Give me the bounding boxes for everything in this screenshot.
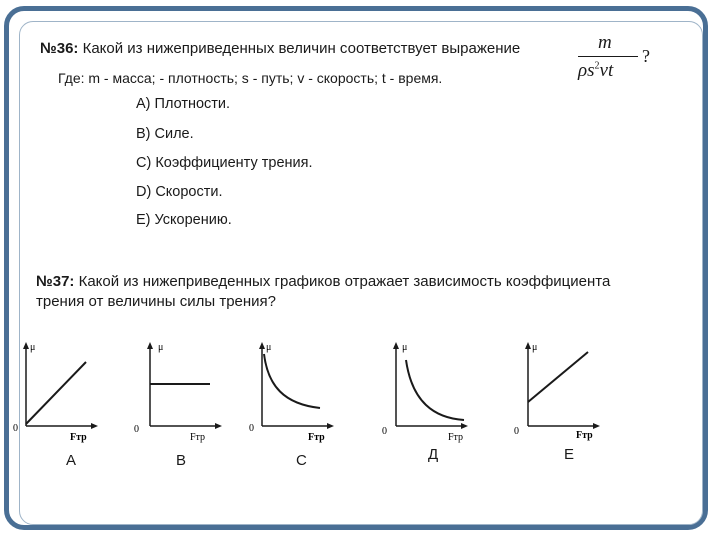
origin-label: 0 [514, 426, 519, 437]
variable-legend: Где: m - масса; - плотность; s - путь; v - скорость; t - время. [58, 70, 443, 86]
formula-den-rho: ρs [578, 60, 595, 81]
option-c[interactable]: C) Коэффициенту трения. [136, 155, 313, 171]
x-axis-label: Fтр [70, 432, 87, 443]
x-axis-label: Fтр [190, 432, 206, 443]
x-axis-arrow [215, 423, 222, 429]
formula-den-exp: 2 [594, 60, 600, 72]
y-axis-label: μ [266, 342, 272, 353]
y-axis-label: μ [30, 342, 36, 353]
fraction-bar [578, 56, 638, 57]
origin-label: 0 [382, 426, 387, 437]
formula-question-mark: ? [642, 46, 650, 66]
graph-curve [264, 354, 320, 408]
origin-label: 0 [13, 423, 18, 434]
question-37 [36, 272, 610, 312]
y-axis-label: μ [532, 342, 538, 353]
question-37-text-2: трения от величины силы трения? [36, 293, 277, 310]
option-d[interactable]: D) Скорости. [136, 184, 223, 200]
question-36-text: Какой из нижеприведенных величин соответствует выражение [82, 40, 521, 57]
question-36 [40, 40, 520, 57]
option-a[interactable]: A) Плотности. [136, 96, 231, 112]
question-37-number: №37: [36, 273, 75, 290]
formula-numerator: m [598, 32, 612, 53]
origin-label: 0 [249, 423, 254, 434]
y-axis-arrow [259, 342, 265, 349]
graph-b[interactable] [132, 336, 242, 446]
y-axis-label: μ [402, 342, 408, 353]
x-axis-arrow [327, 423, 334, 429]
option-b[interactable]: B) Силе. [136, 126, 194, 142]
x-axis-arrow [91, 423, 98, 429]
graph-label-a: A [66, 452, 77, 469]
x-axis-label: Fтр [576, 430, 593, 441]
graph-label-e: E [564, 446, 575, 463]
graph-curve [406, 360, 464, 420]
graph-d[interactable] [378, 336, 488, 446]
y-axis-arrow [147, 342, 153, 349]
question-36-number: №36: [40, 40, 79, 57]
option-e[interactable]: E) Ускорению. [136, 212, 232, 228]
graph-e[interactable] [510, 336, 620, 446]
y-axis-arrow [525, 342, 531, 349]
origin-label: 0 [134, 424, 139, 435]
formula-denominator [578, 60, 613, 82]
graph-a[interactable] [8, 336, 118, 446]
graph-line [26, 362, 86, 424]
question-37-text-1: Какой из нижеприведенных графиков отражает зависимость коэффициента [78, 273, 611, 290]
formula-den-rest: vt [599, 60, 614, 81]
x-axis-arrow [461, 423, 468, 429]
graph-c[interactable] [244, 336, 354, 446]
graph-label-c: C [296, 452, 307, 469]
graph-label-b: B [176, 452, 187, 469]
graph-label-d: Д [428, 446, 439, 463]
graph-line [528, 352, 588, 402]
x-axis-label: Fтр [448, 432, 464, 443]
y-axis-arrow [393, 342, 399, 349]
x-axis-arrow [593, 423, 600, 429]
x-axis-label: Fтр [308, 432, 325, 443]
y-axis-arrow [23, 342, 29, 349]
y-axis-label: μ [158, 342, 164, 353]
